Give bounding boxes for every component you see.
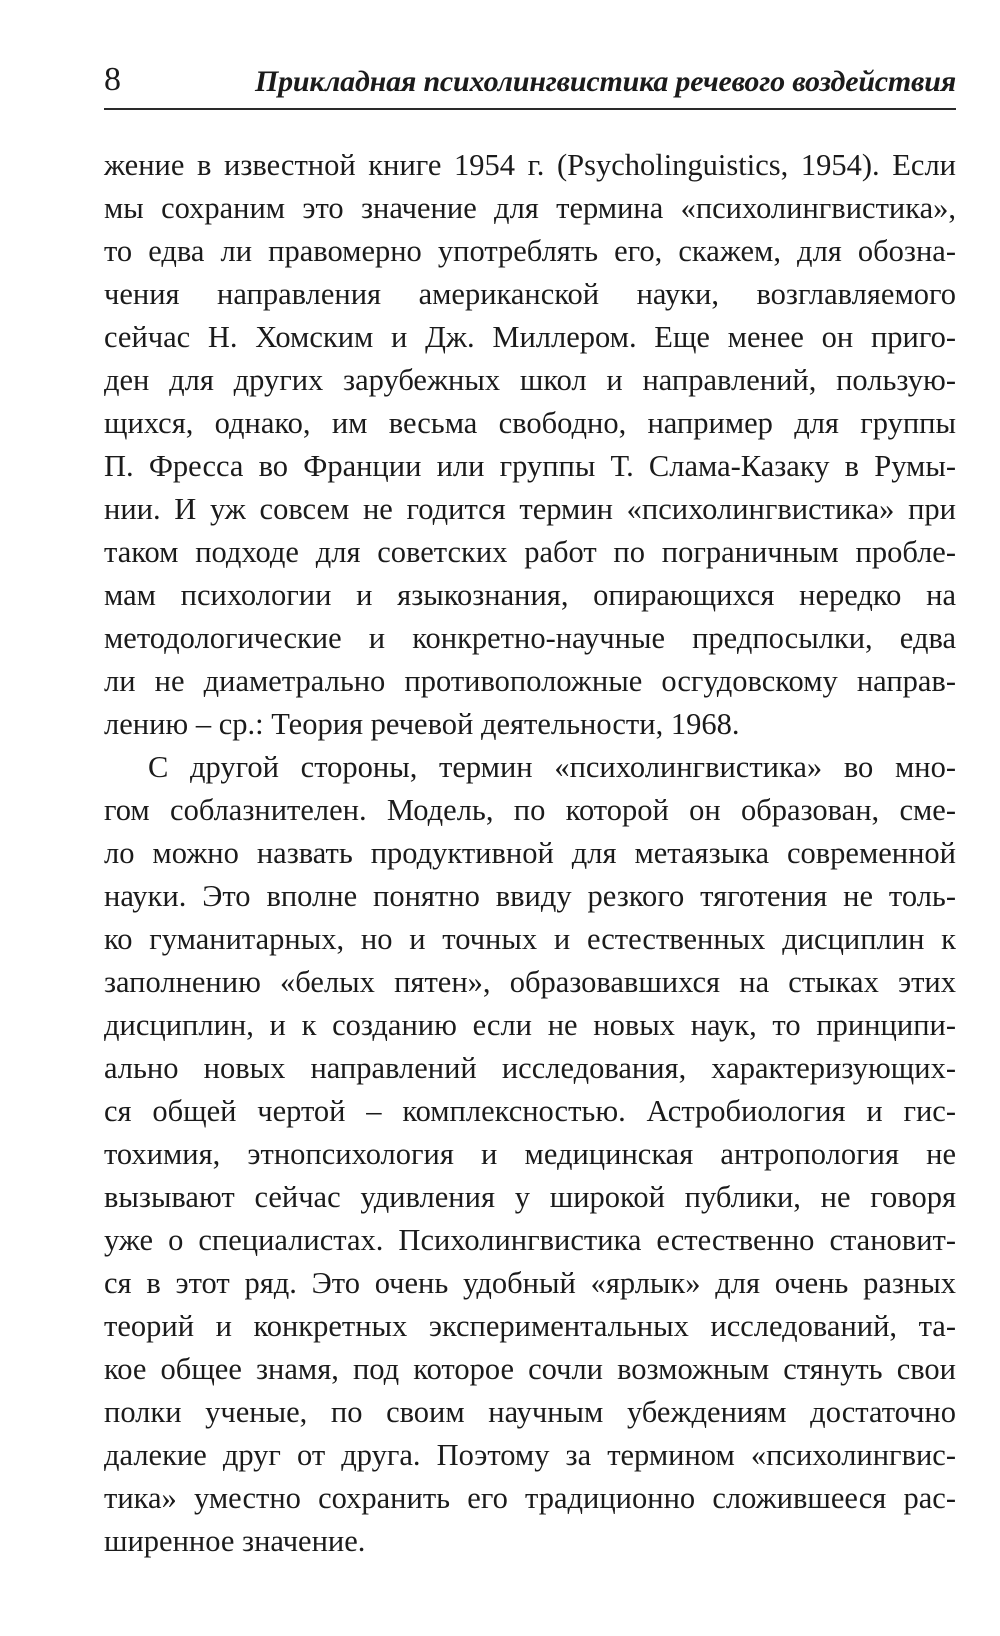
text-line: далекие друг от друга. Поэтому за термином «психолингвис-: [104, 1438, 956, 1472]
text-line: мам психологии и языкознания, опирающихся нередко на: [104, 578, 956, 612]
paragraph-2: [104, 746, 956, 1563]
text-line: гом соблазнителен. Модель, по которой он образован, сме-: [104, 793, 956, 827]
text-line: ально новых направлений исследования, характеризующих-: [104, 1051, 956, 1085]
text-line: ко гуманитарных, но и точных и естественных дисциплин к: [104, 922, 956, 956]
text-line: мы сохраним это значение для термина «психолингвистика»,: [104, 191, 956, 225]
text-line: заполнению «белых пятен», образовавшихся на стыках этих: [104, 965, 956, 999]
text-line: сейчас Н. Хомским и Дж. Миллером. Еще менее он приго-: [104, 320, 956, 354]
page-number: 8: [104, 61, 121, 98]
text-line: щихся, однако, им весьма свободно, например для группы: [104, 406, 956, 440]
body-text: [104, 144, 956, 1563]
text-line: ширенное значение.: [104, 1524, 366, 1558]
text-line: методологические и конкретно-научные предпосылки, едва: [104, 621, 956, 655]
text-line: кое общее знамя, под которое сочли возможным стянуть свои: [104, 1352, 956, 1386]
text-line: ден для других зарубежных школ и направлений, пользую-: [104, 363, 956, 397]
paragraph-1: [104, 144, 956, 746]
text-line: уже о специалистах. Психолингвистика естественно становит-: [104, 1223, 956, 1257]
text-line: С другой стороны, термин «психолингвистика» во мно-: [148, 750, 956, 784]
text-line: дисциплин, и к созданию если не новых наук, то принципи-: [104, 1008, 956, 1042]
text-line: ло можно назвать продуктивной для метаязыка современной: [104, 836, 956, 870]
text-line: тика» уместно сохранить его традиционно сложившееся рас-: [104, 1481, 956, 1515]
text-line: П. Фресса во Франции или группы Т. Слама-Казаку в Румы-: [104, 449, 956, 483]
text-line: тохимия, этнопсихология и медицинская антропология не: [104, 1137, 956, 1171]
text-line: науки. Это вполне понятно ввиду резкого тяготения не толь-: [104, 879, 956, 913]
text-line: чения направления американской науки, возглавляемого: [104, 277, 956, 311]
text-line: полки ученые, по своим научным убеждениям достаточно: [104, 1395, 956, 1429]
text-line: нии. И уж совсем не годится термин «психолингвистика» при: [104, 492, 956, 526]
text-line: теорий и конкретных экспериментальных исследований, та-: [104, 1309, 956, 1343]
running-header: [104, 58, 956, 110]
text-line: жение в известной книге 1954 г. (Psycholinguistics, 1954). Если: [104, 148, 956, 182]
text-line: лению – ср.: Теория речевой деятельности, 1968.: [104, 707, 740, 741]
text-line: таком подходе для советских работ по пограничным пробле-: [104, 535, 956, 569]
running-title: Прикладная психолингвистика речевого воздействия: [254, 65, 956, 98]
text-line: ся в этот ряд. Это очень удобный «ярлык» для очень разных: [104, 1266, 956, 1300]
text-line: ли не диаметрально противоположные осгудовскому направ-: [104, 664, 956, 698]
text-line: ся общей чертой – комплексностью. Астробиология и гис-: [104, 1094, 956, 1128]
text-line: то едва ли правомерно употреблять его, скажем, для обозна-: [104, 234, 956, 268]
text-line: вызывают сейчас удивления у широкой публики, не говоря: [104, 1180, 956, 1214]
